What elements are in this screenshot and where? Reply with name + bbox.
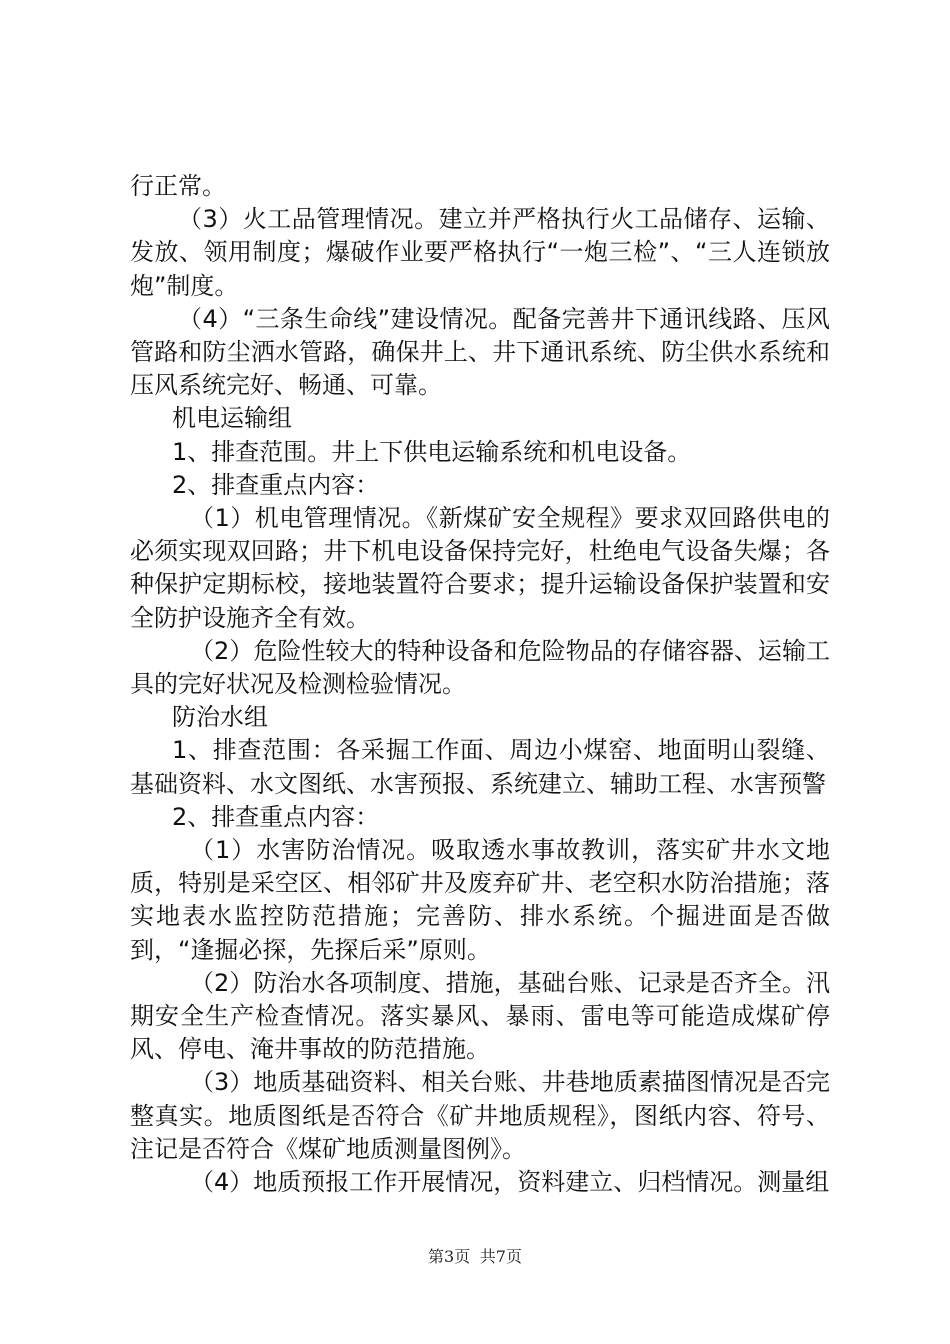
paragraph: 2、排查重点内容： bbox=[172, 470, 380, 499]
paragraph: （3）地质基础资料、相关台账、井巷地质素描图情况是否完整真实。地质图纸是否符合《矿井地质规程》，图纸内容、符号、注记是否符合《煤矿地质测量图例》。 bbox=[130, 1068, 830, 1163]
paragraph: （4）“三条生命线”建设情况。配备完善井下通讯线路、压风管路和防尘洒水管路，确保井上、井下通讯系统、防尘供水系统和压风系统完好、畅通、可靠。 bbox=[130, 304, 830, 400]
paragraph: （3）火工品管理情况。建立并严格执行火工品储存、运输、发放、领用制度；爆破作业要严格执行“一炮三检”、“三人连锁放炮”制度。 bbox=[130, 205, 830, 300]
paragraph: （2）危险性较大的特种设备和危险物品的存储容器、运输工具的完好状况及检测检验情况。 bbox=[130, 636, 830, 699]
paragraph: 2、排查重点内容： bbox=[172, 802, 380, 831]
section-heading: 机电运输组 bbox=[172, 404, 292, 433]
paragraph: 1、排查范围：各采掘工作面、周边小煤窑、地面明山裂缝、基础资料、水文图纸、水害预报、系统建立、辅助工程、水害预警 bbox=[130, 736, 830, 798]
paragraph: 行正常。 bbox=[130, 172, 226, 200]
paragraph: （2）防治水各项制度、措施，基础台账、记录是否齐全。汛期安全生产检查情况。落实暴风、暴雨、雷电等可能造成煤矿停风、停电、淹井事故的防范措施。 bbox=[130, 968, 830, 1064]
paragraph: （1）机电管理情况。《新煤矿安全规程》要求双回路供电的必须实现双回路；井下机电设备保持完好，杜绝电气设备失爆；各种保护定期标校，接地装置符合要求；提升运输设备保护装置和安全防护设施齐全有效。 bbox=[130, 504, 830, 632]
section-heading: 防治水组 bbox=[172, 703, 268, 732]
paragraph: （1）水害防治情况。吸取透水事故教训，落实矿井水文地质，特别是采空区、相邻矿井及废弃矿井、老空积水防治措施；落实地表水监控防范措施；完善防、排水系统。个掘进面是否做到，“逢掘必探，先探后采”原则。 bbox=[130, 836, 830, 964]
page-number: 第3页 bbox=[428, 1247, 471, 1266]
document-body bbox=[130, 170, 830, 1199]
paragraph: （4）地质预报工作开展情况，资料建立、归档情况。测量组 bbox=[190, 1168, 830, 1197]
paragraph: 1、排查范围。井上下供电运输系统和机电设备。 bbox=[172, 437, 692, 466]
page-footer bbox=[0, 1244, 950, 1267]
page-total: 共7页 bbox=[479, 1247, 522, 1266]
